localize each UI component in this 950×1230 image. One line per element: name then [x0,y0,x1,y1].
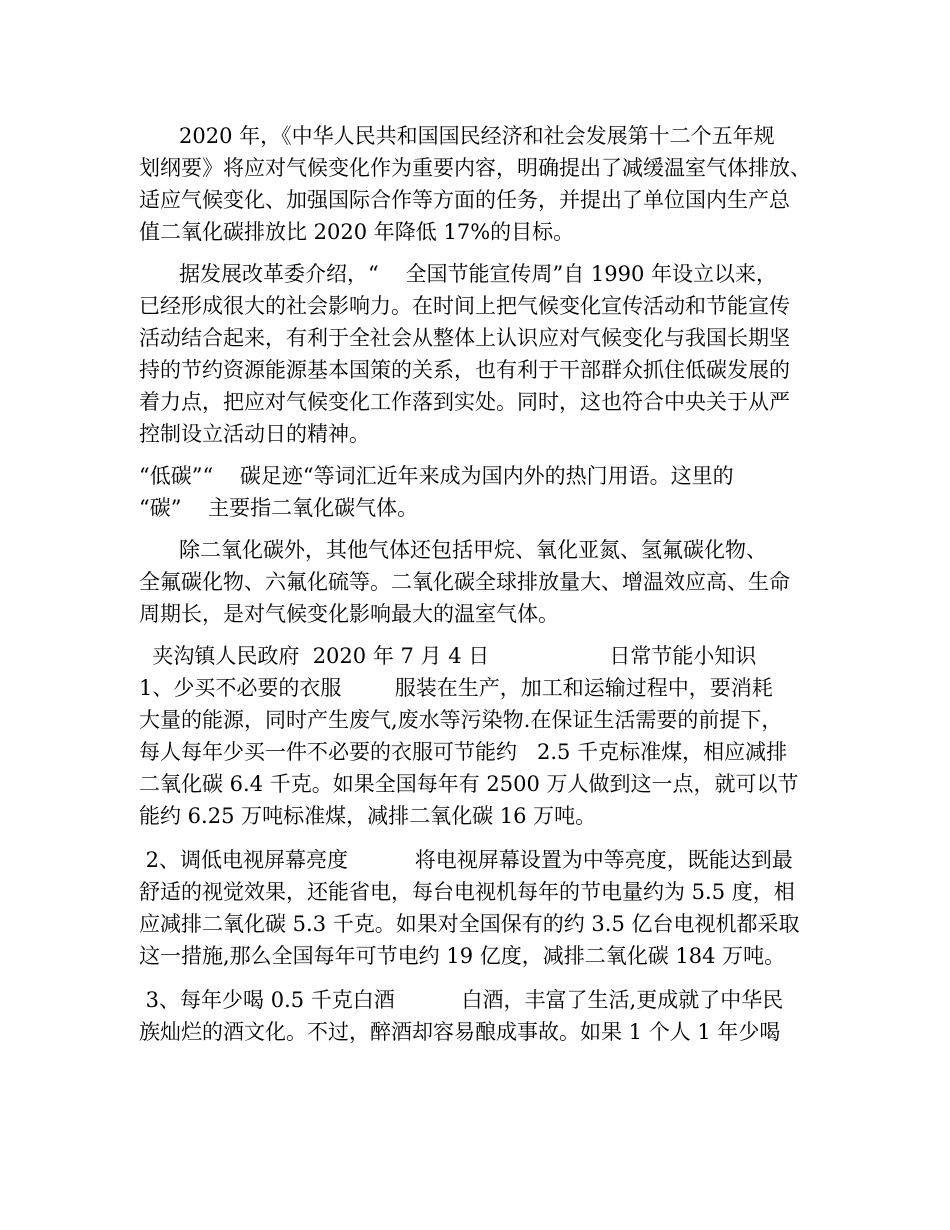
body-text-line: 控制设立活动日的精神。 [139,422,370,446]
body-text-line: 2020 年，《中华人民共和国国民经济和社会发展第十二个五年规 [139,124,775,148]
body-text-line: 持的节约资源能源基本国策的关系，也有利于干部群众抓住低碳发展的 [139,358,790,382]
body-text-line: 划纲要》将应对气候变化作为重要内容，明确提出了减缓温室气体排放、 [139,156,811,180]
body-text-line: 大量的能源，同时产生废气,废水等污染物.在保证生活需要的前提下， [139,708,783,732]
body-text-line: “低碳”“ 碳足迹“等词汇近年来成为国内外的热门用语。这里的 [139,464,734,488]
body-text-line: 二氧化碳 6.4 千克。如果全国每年有 2500 万人做到这一点，就可以节 [139,772,799,796]
signature-and-heading-line: 夹沟镇人民政府 2020 年 7 月 4 日 日常节能小知识 [139,644,757,668]
body-text-line: 2、调低电视屏幕亮度 将电视屏幕设置为中等亮度，既能达到最 [139,848,793,872]
body-text-line: 据发展改革委介绍，“ 全国节能宣传周”自 1990 年设立以来， [139,262,778,286]
body-text-line: 活动结合起来，有利于全社会从整体上认识应对气候变化与我国长期坚 [139,326,790,350]
body-text-line: 族灿烂的酒文化。不过，醉酒却容易酿成事故。如果 1 个人 1 年少喝 [139,1020,781,1044]
body-text-line: 能约 6.25 万吨标准煤，减排二氧化碳 16 万吨。 [139,804,597,828]
body-text-line: 3、每年少喝 0.5 千克白酒 白酒，丰富了生活,更成就了中华民 [139,988,784,1012]
body-text-line: 除二氧化碳外，其他气体还包括甲烷、氧化亚氮、氢氟碳化物、 [139,538,768,562]
body-text-line: 周期长，是对气候变化影响最大的温室气体。 [139,602,559,626]
body-text-line: 这一措施,那么全国每年可节电约 19 亿度，减排二氧化碳 184 万吨。 [139,944,786,968]
body-text-line: 每人每年少买一件不必要的衣服可节能约 2.5 千克标准煤，相应减排 [139,740,788,764]
body-text-line: 全氟碳化物、六氟化硫等。二氧化碳全球排放量大、增温效应高、生命 [139,570,790,594]
body-text-line: 1、少买不必要的衣服 服装在生产，加工和运输过程中，要消耗 [139,676,773,700]
body-text-line: 舒适的视觉效果，还能省电，每台电视机每年的节电量约为 5.5 度，相 [139,880,795,904]
body-text-line: 着力点，把应对气候变化工作落到实处。同时，这也符合中央关于从严 [139,390,790,414]
body-text-line: 适应气候变化、加强国际合作等方面的任务，并提出了单位国内生产总 [139,188,790,212]
body-text-line: 已经形成很大的社会影响力。在时间上把气候变化宣传活动和节能宣传 [139,294,790,318]
body-text-line: 应减排二氧化碳 5.3 千克。如果对全国保有的约 3.5 亿台电视机都采取 [139,912,800,936]
body-text-line: 值二氧化碳排放比 2020 年降低 17%的目标。 [139,220,575,244]
body-text-line: “碳” 主要指二氧化碳气体。 [139,496,419,520]
